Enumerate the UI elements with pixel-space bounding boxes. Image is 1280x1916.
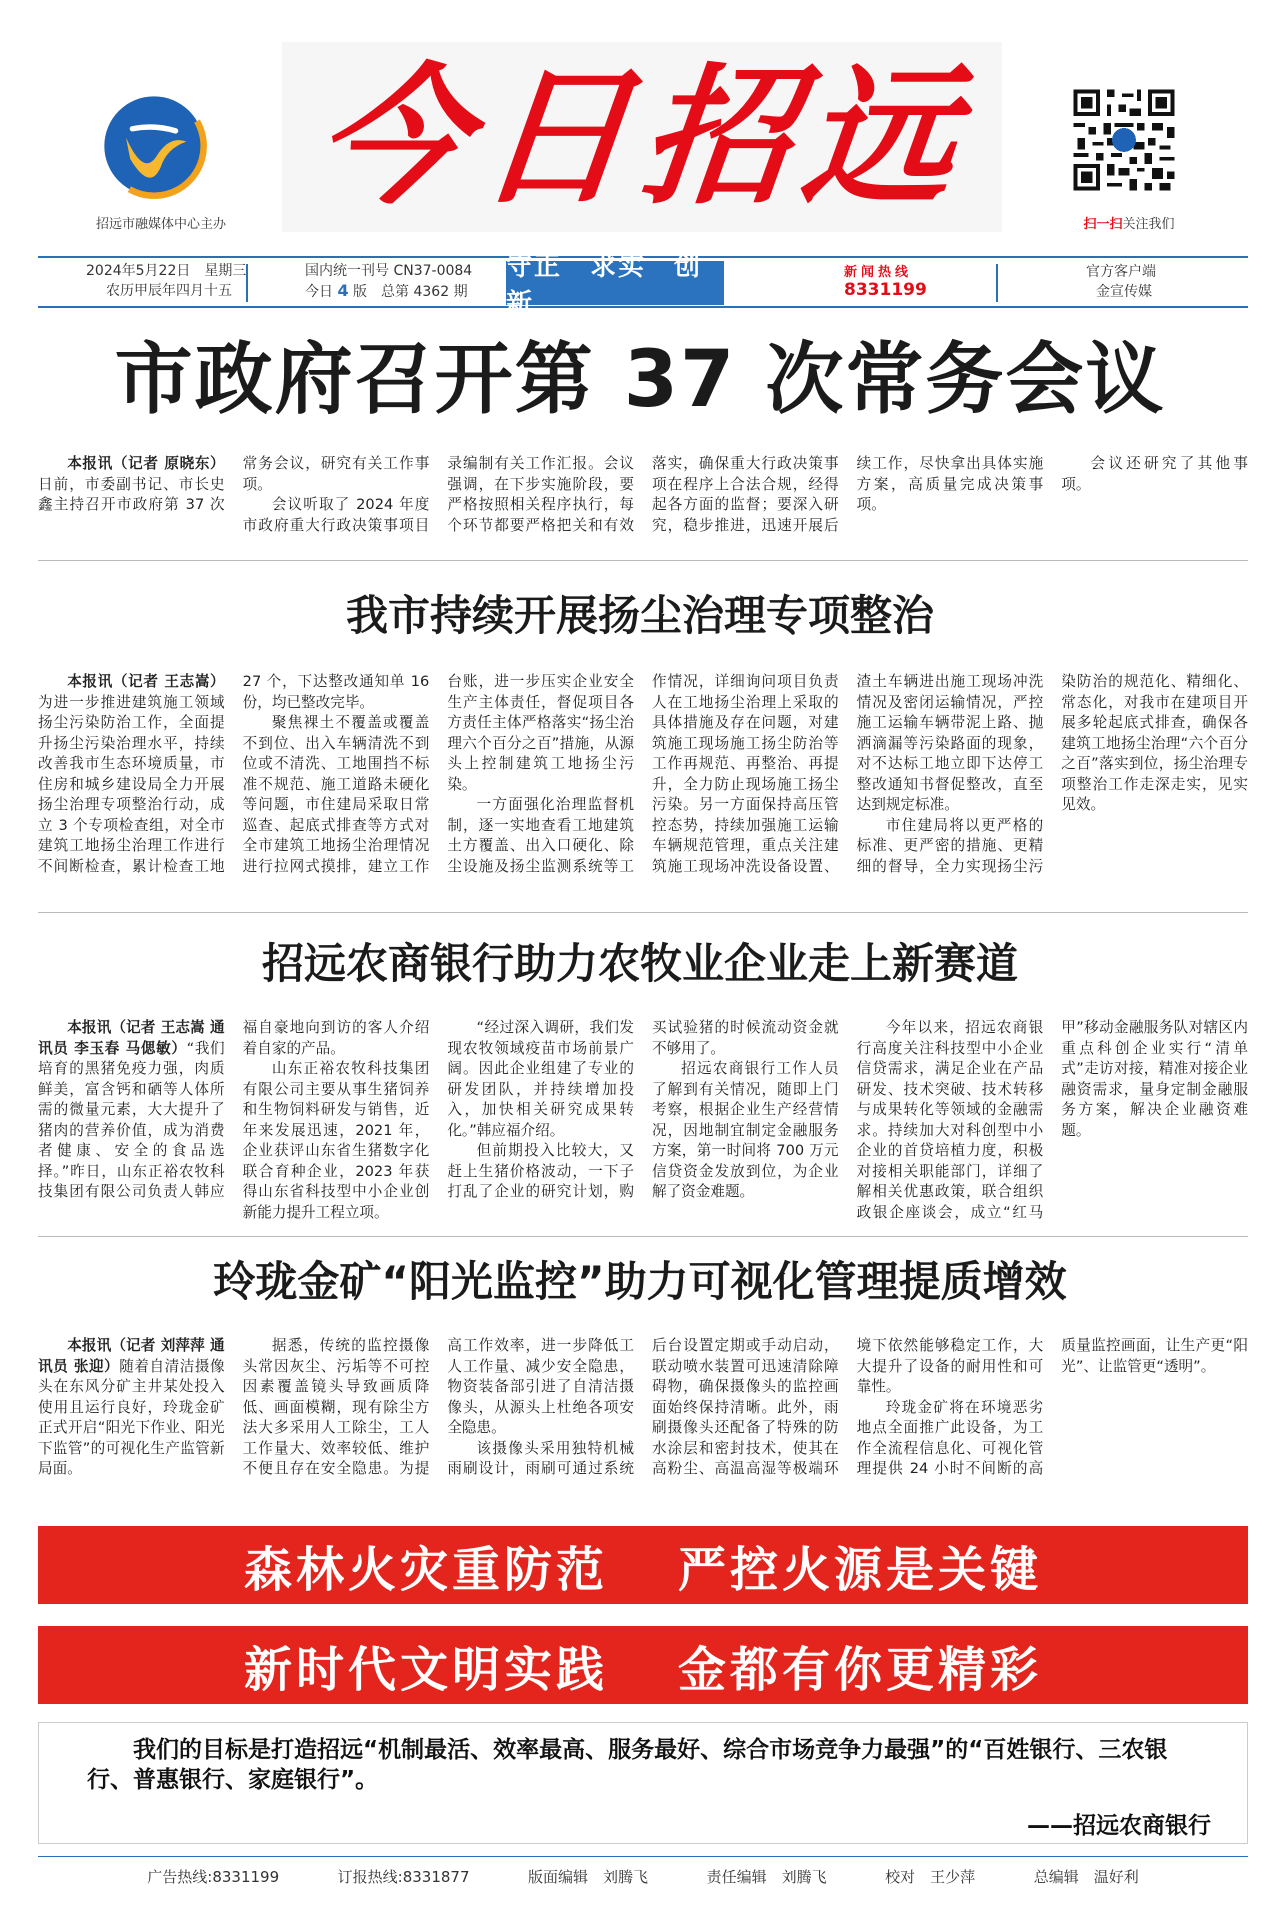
client-name: 金宣传媒: [1096, 284, 1152, 300]
lunar-date: 农历甲辰年四月十五: [106, 283, 232, 299]
section-divider: [38, 1236, 1248, 1237]
article-paragraph: 今年以来，招远农商银行高度关注科技型中小企业信贷需求，满足企业在产品研发、技术突破、技术转移与成果转化等领域的金融需求。持续加大对科创型中小企业的首贷培植力度，积极对接相关职能部门，详细了解相关优惠政策，联合组织政银企座谈会，成立“红马甲”移动金融服务队对辖区内重点科创企业实行“清单式”走访对接，精准对接企业融资需求，量身定制金融服务方案，解决企业融资难题。: [856, 1019, 1248, 1221]
article-2-body: [38, 672, 1248, 894]
article-paragraph: 会议还研究了其他事项。: [1061, 455, 1248, 493]
logo-caption: 招远市融媒体中心主办: [95, 217, 226, 232]
chief-editor: 责任编辑 刘腾飞: [706, 1868, 827, 1886]
article-paragraph: 市住建局将以更严格的标准、更严密的措施、更精细的督导，全力实现扬尘污染防治的规范化、精细化、常态化，对我市在建项目开展多轮起底式排查，确保各建筑工地扬尘治理“六个百分之百”落实到位，扬尘治理专项整治工作走深走实，见实见效。: [856, 673, 1248, 875]
article-1-headline: 市政府召开第 37 次常务会议: [114, 335, 1166, 425]
media-center-logo-icon: [100, 92, 208, 200]
issue-info-bar: [38, 252, 1248, 319]
article-paragraph-text: “我们培育的黑猪免疫力强，肉质鲜美，富含钙和硒等人体所需的微量元素，大大提升了猪肉的营养价值，成为消费者健康、安全的食品选择。”昨日，山东正裕农牧科技集团有限公司负责人韩应福自豪地向到访的客人介绍着自家的产品。: [38, 1019, 430, 1200]
article-paragraph-text: 为进一步推进建筑施工领域扬尘污染防治工作，全面提升扬尘污染治理水平，持续改善我市生态环境质量，市住房和城乡建设局全力开展扬尘治理专项整治行动，成立 3 个专项检查组，对全市建筑工地扬尘治理工作进行不间断检查，累计检查工地 27 个，下达整改通知单 16 份，均已整改完毕。: [38, 673, 430, 875]
section-divider: [38, 912, 1248, 913]
article-paragraph: 山东正裕农牧科技集团有限公司主要从事生猪饲养和生物饲料研发与销售，近年来发展迅速，2021 年，企业获评山东省生猪数字化联合育种企业，2023 年获得山东省科技型中小企业创新能力提升工程立项。: [242, 1060, 430, 1221]
slogan-banner-civilization: [38, 1626, 1248, 1704]
article-3-text: [38, 1018, 1248, 1224]
issue-date: 2024年5月22日 星期三: [86, 263, 247, 279]
info-divider: [246, 264, 248, 302]
ad-hotline: 广告热线:8331199: [147, 1868, 280, 1886]
article-byline: 本报讯（记者 王志嵩 通讯员 李玉春 马偲敏）: [38, 1019, 225, 1057]
article-paragraph: 玲珑金矿将在环境恶劣地点全面推广此设备，为工作全流程信息化、可视化管理提供 24 小时不间断的高质量监控画面，让生产更“阳光”、让监管更“透明”。: [856, 1337, 1248, 1477]
article-paragraph: 据悉，传统的监控摄像头常因灰尘、污垢等不可控因素覆盖镜头导致画质降低、画面模糊，现有除尘方法大多采用人工除尘，工人工作量大、效率较低、维护不便且存在安全隐患。为提高工作效率，进一步降低工人工作量、减少安全隐患，物资装备部引进了自清洁摄像头，从源头上杜绝各项安全隐患。: [242, 1337, 634, 1477]
article-paragraph: 但前期投入比较大，又赶上生猪价格波动，一下子打乱了企业的研究计划，购买试验猪的时候流动资金就不够用了。: [447, 1019, 839, 1200]
page-footer: [38, 1856, 1248, 1896]
qr-code-icon[interactable]: [1070, 86, 1178, 194]
article-paragraph: 该摄像头采用独特机械雨刷设计，雨刷可通过系统后台设置定期或手动启动，联动喷水装置可迅速清除障碍物，确保摄像头的监控画面始终保持清晰。此外，雨刷摄像头还配备了特殊的防水涂层和密封技术，使其在高粉尘、高温高湿等极端环境下依然能够稳定工作，大大提升了设备的耐用性和可靠性。: [447, 1337, 1044, 1477]
slogan-left: 森林火灾重防范: [243, 1541, 608, 1598]
edition-suffix: 版 总第 4362 期: [353, 284, 468, 300]
article-paragraph-text: 随着自清洁摄像头在东风分矿主井某处投入使用且运行良好，玲珑金矿正式开启“阳光下作业、阳光下监管”的可视化生产监管新局面。: [38, 1357, 225, 1477]
layout-editor: 版面编辑 刘腾飞: [528, 1868, 649, 1886]
bank-advertisement: [38, 1722, 1248, 1844]
article-4-headline: 玲珑金矿“阳光监控”助力可视化管理提质增效: [213, 1257, 1067, 1306]
article-paragraph: 招远农商银行工作人员了解到有关情况，随即上门考察，根据企业生产经营情况，因地制宜制定金融服务方案，第一时间将 700 万元信贷资金发放到位，为企业解了资金难题。: [651, 1060, 839, 1200]
masthead: [0, 0, 1280, 250]
news-hotline-label: 新闻热线: [844, 265, 913, 280]
client-label: 官方客户端: [1086, 264, 1156, 280]
qr-action-label: 扫一扫: [1083, 217, 1123, 232]
subscribe-hotline: 订报热线:8331877: [337, 1868, 470, 1886]
qr-caption: [1064, 213, 1194, 232]
article-paragraph: 聚焦裸土不覆盖或覆盖不到位、出入车辆清洗不到位或不清洗、工地围挡不标准不规范、施工道路未硬化等问题，市住建局采取日常巡查、起底式排查等方式对全市建筑工地扬尘治理情况进行拉网式摸排，建立工作台账，进一步压实企业安全生产主体责任，督促项目各方责任主体严格落实“扬尘治理六个百分之百”措施，从源头上控制建筑工地扬尘污染。: [242, 673, 634, 875]
proofreader: 校对 王少萍: [885, 1868, 976, 1886]
article-byline: 本报讯（记者 王志嵩）: [67, 673, 225, 690]
article-byline: 本报讯（记者 刘萍萍 通讯员 张迎）: [38, 1337, 225, 1375]
edition-info: [305, 281, 468, 302]
article-1-text: [38, 454, 1248, 538]
section-divider: [38, 560, 1248, 561]
article-paragraph: “经过深入调研，我们发现农牧领域疫苗市场前景广阔。因此企业组建了专业的研发团队，并持续增加投入，加快相关研究成果转化。”韩应福介绍。: [447, 1019, 634, 1139]
article-3-headline: 招远农商银行助力农牧业企业走上新赛道: [261, 939, 1018, 988]
edition-prefix: 今日: [305, 284, 333, 300]
news-hotline-number: 8331199: [844, 280, 927, 300]
article-2-text: [38, 672, 1248, 894]
article-3-body: [38, 1018, 1248, 1224]
slogan-left: 新时代文明实践: [243, 1641, 608, 1698]
qr-caption-text: 关注我们: [1122, 217, 1175, 232]
article-byline: 本报讯（记者 原晓东）: [67, 455, 225, 472]
info-divider: [996, 264, 998, 302]
article-2-headline: 我市持续开展扬尘治理专项整治: [345, 591, 934, 640]
edition-pages: 4: [337, 281, 349, 300]
slogan-right: 金都有你更精彩: [678, 1641, 1043, 1698]
slogan-right: 严控火源是关键: [678, 1541, 1043, 1598]
issn-number: 国内统一刊号 CN37-0084: [305, 263, 473, 279]
bank-ad-signature: ——招远农商银行: [1027, 1813, 1211, 1839]
article-4-body: [38, 1336, 1248, 1488]
article-4-text: [38, 1336, 1248, 1488]
article-1-body: [38, 454, 1248, 538]
article-paragraph: 一方面强化治理监督机制，逐一实地查看工地建筑土方覆盖、出入口硬化、除尘设施及扬尘监测系统等工作情况，详细询问项目负责人在工地扬尘治理上采取的具体措施及存在问题，对建筑施工现场施工扬尘防治等工作再规范、再整治、再提升，全力防止现场施工扬尘污染。另一方面保持高压管控态势，持续加强施工运输车辆规范管理，重点关注建筑施工现场冲洗设备设置、渣土车辆进出施工现场冲洗情况及密闭运输情况，严控施工运输车辆带泥上路、抛洒滴漏等污染路面的现象，对不达标工地立即下达停工整改通知书督促整改，直至达到规定标准。: [447, 673, 1044, 875]
newspaper-title-block: [282, 42, 1002, 232]
editor-in-chief: 总编辑 温好利: [1033, 1868, 1139, 1886]
newspaper-motto: 守正 求实 创新: [506, 261, 724, 305]
article-paragraph-text: 日前，市委副书记、市长史鑫主持召开市政府第 37 次常务会议，研究有关工作事项。: [38, 455, 430, 513]
article-paragraph: [38, 1336, 225, 1480]
bank-ad-text: 我们的目标是打造招远“机制最活、效率最高、服务最好、综合市场竞争力最强”的“百姓银行、三农银行、普惠银行、家庭银行”。: [87, 1737, 1168, 1793]
article-paragraph: 会议听取了 2024 年度市政府重大行政决策事项目录编制有关工作汇报。会议强调，在下步实施阶段，要严格按照相关程序执行，每个环节都要严格把关和有效落实，确保重大行政决策事项在程序上合法合规，经得起各方面的监督；要深入研究，稳步推进，迅速开展后续工作，尽快拿出具体实施方案，高质量完成决策事项。: [242, 455, 1044, 534]
slogan-banner-fire-prevention: [38, 1526, 1248, 1604]
newspaper-title: 今日招远: [308, 49, 976, 225]
